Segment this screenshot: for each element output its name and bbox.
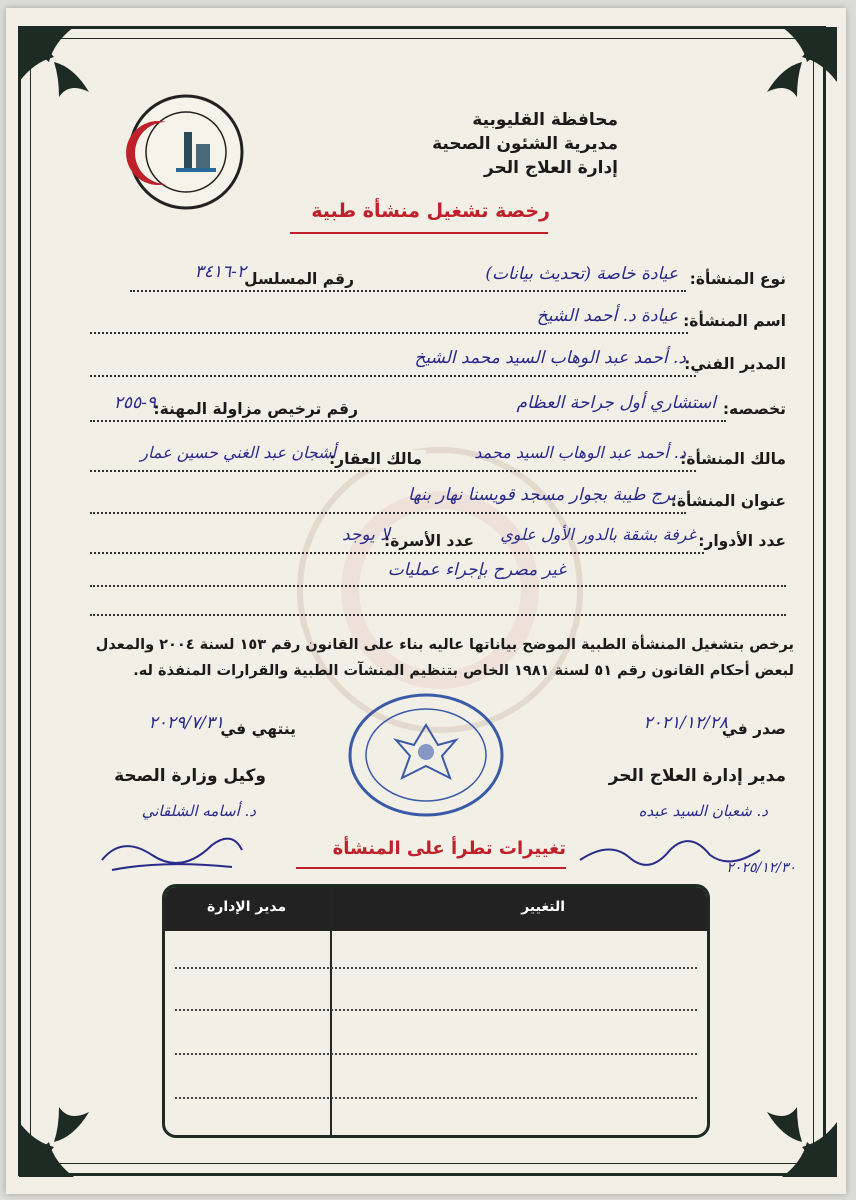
address-value: برج طيبة بجوار مسجد قويسنا نهار بنها [408,485,676,505]
dotted-line [90,512,686,514]
dotted-line [90,332,688,334]
issued-label: صدر في [721,720,786,738]
left-signer-date: ٢٠٢٥/١٢/٣٠ [726,860,796,876]
ornament-corner-bottom-left-icon [14,1062,134,1182]
expires-label: ينتهي في [220,720,296,738]
facility-type-value: عيادة خاصة (تحديث بيانات) [485,264,678,284]
changes-underline [296,867,566,869]
tech-director-label: المدير الفني: [684,355,786,373]
issued-date: ٢٠٢١/١٢/٢٨ [643,713,728,733]
owner-label: مالك المنشأة: [680,450,786,468]
official-stamp-icon [346,690,506,820]
serial-value: ٢-٣٤١٦ [194,262,246,282]
dotted-line [90,585,786,587]
expires-date: ٢٠٢٩/٧/٣١ [148,713,224,733]
license-number-label: رقم ترخيص مزاولة المهنة: [149,400,362,418]
right-signature-icon [92,825,252,885]
table-row [175,1097,697,1099]
beds-value: لا يوجد [341,525,390,545]
address-label: عنوان المنشأة: [670,492,786,510]
header-governorate: محافظة القليوبية [472,110,618,130]
license-body-text: يرخص بتشغيل المنشأة الطبية الموضح بياناتها عاليه بناء على القانون رقم ١٥٣ لسنة ٢٠٠٤ والمعدل لبعض أحكام القانون رقم ٥١ لسنة ١٩٨١ الخاص بتنظيم المنشآت الطبية والقرارات المنفذة له. [95,637,794,679]
specialty-value: استشاري أول جراحة العظام [516,393,716,413]
facility-name-label: اسم المنشأة: [683,312,786,330]
floors-value: غرفة بشقة بالدور الأول علوي [500,525,696,544]
floors-label: عدد الأدوار: [698,532,786,550]
dotted-line [90,470,696,472]
facility-type-label: نوع المنشأة: [689,270,786,288]
license-number-value: ٩-٢٥٥ [113,393,156,413]
property-owner-value: أشجان عبد الغني حسين عمار [140,443,336,462]
changes-heading: تغييرات تطرأ على المنشأة [332,838,566,859]
ornament-corner-top-left-icon [14,22,134,142]
right-signer-name: د. أسامه الشلقاني [141,802,256,820]
title-underline [290,232,548,234]
health-directorate-logo-icon [126,92,246,212]
column-change: التغيير [521,899,565,915]
dotted-line [130,290,686,292]
beds-label: عدد الأسرة: [380,532,478,550]
note-value: غير مصرح بإجراء عمليات [387,560,566,580]
table-row [175,1053,697,1055]
left-signer-title: مدير إدارة العلاج الحر [608,766,786,786]
specialty-label: تخصصه: [722,400,786,418]
changes-table [162,884,710,1138]
left-signature-icon [570,820,770,880]
dotted-line [90,420,726,422]
page-title: رخصة تشغيل منشأة طبية [311,200,550,222]
tech-director-value: د. أحمد عبد الوهاب السيد محمد الشيخ [414,348,686,368]
header-department: إدارة العلاج الحر [483,158,618,178]
property-owner-label: مالك العقار: [325,450,426,468]
facility-name-value: عيادة د. أحمد الشيخ [536,306,678,326]
serial-label: رقم المسلسل [240,270,358,288]
ornament-corner-bottom-right-icon [722,1062,842,1182]
right-signer-title: وكيل وزارة الصحة [114,766,266,786]
owner-value: د. أحمد عبد الوهاب السيد محمد [474,443,686,462]
left-signer-name: د. شعبان السيد عبده [638,802,768,820]
table-row [175,1009,697,1011]
dotted-line [90,552,704,554]
ornament-corner-top-right-icon [722,22,842,142]
table-row [175,967,697,969]
dotted-line [90,375,696,377]
dotted-line [90,614,786,616]
column-manager: مدير الإدارة [207,899,287,915]
header-directorate: مديرية الشئون الصحية [432,134,618,154]
